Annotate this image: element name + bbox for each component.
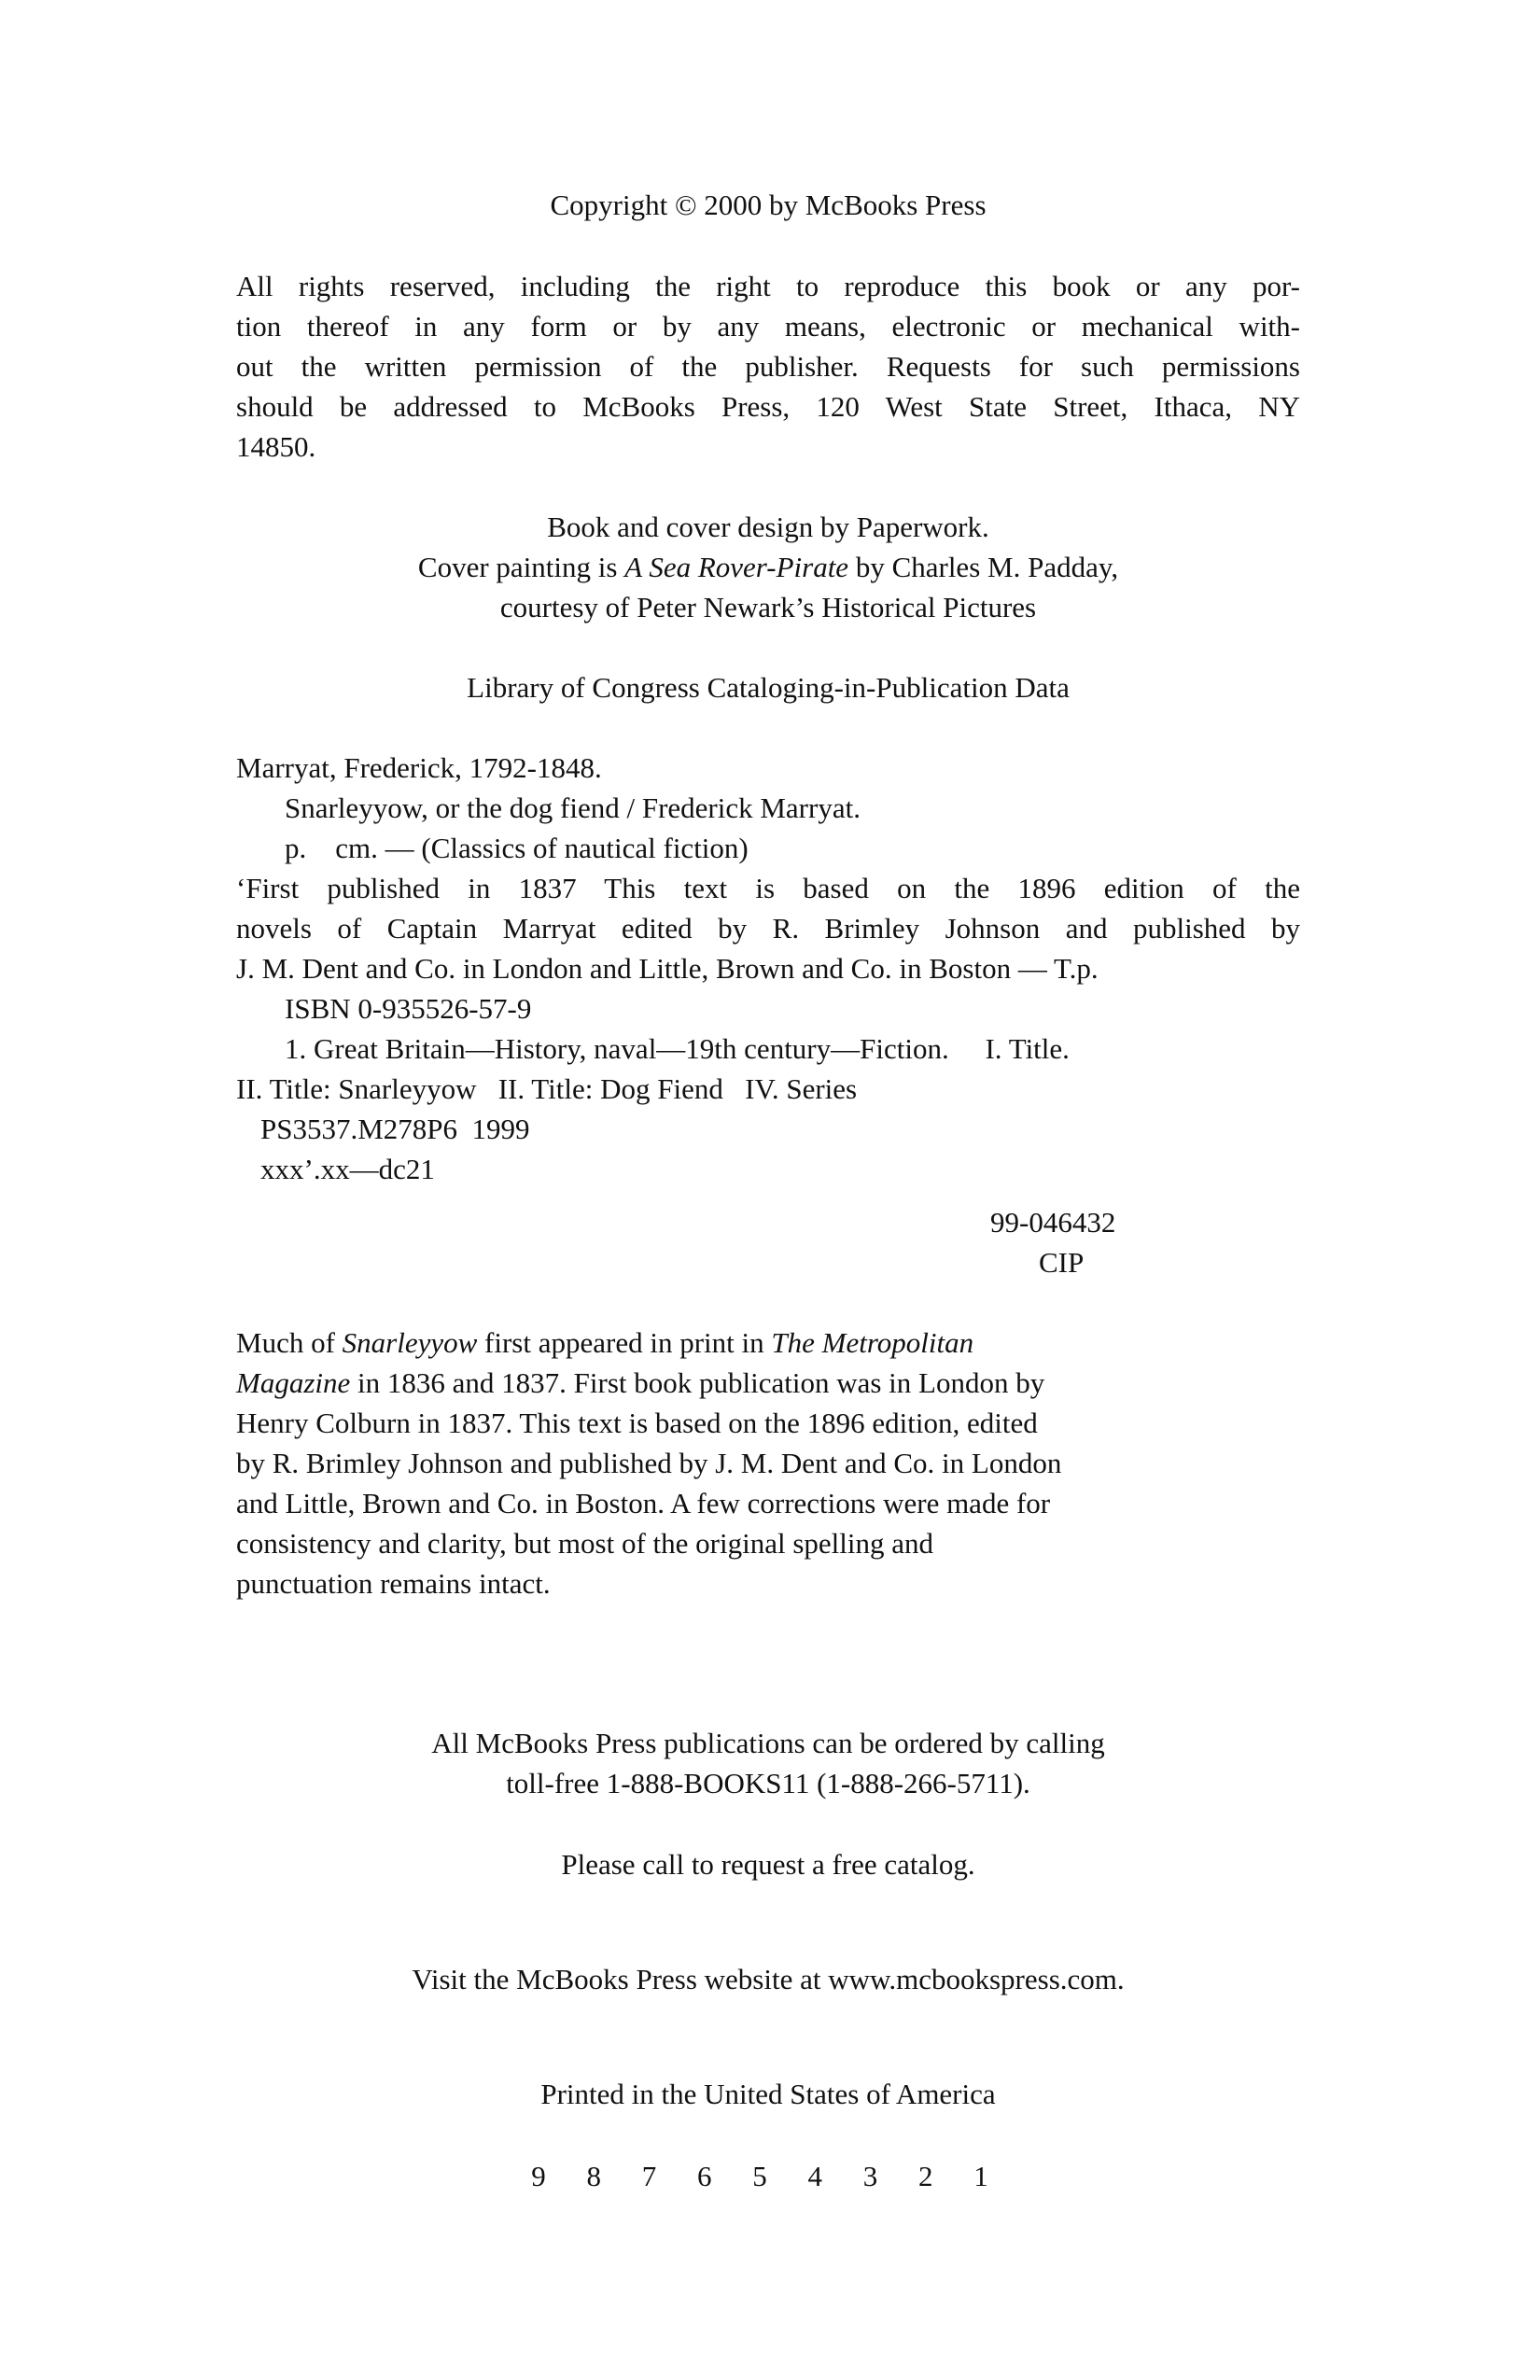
copyright-page	[236, 185, 1300, 2196]
cip-dewey: xxx’.xx—dc21	[260, 1153, 435, 1185]
loc-heading: Library of Congress Cataloging-in-Publication Data	[467, 671, 1070, 704]
design-line: Book and cover design by Paperwork.	[547, 511, 989, 543]
order-info	[236, 1723, 1300, 1803]
website-line: Visit the McBooks Press website at www.mcbookspress.com.	[412, 1963, 1125, 1995]
order-phone: toll-free 1-888-BOOKS11 (1-888-266-5711).	[506, 1767, 1030, 1799]
rights-line: out the written permission of the publisher. Requests for such permissions	[236, 350, 1300, 383]
history-line: consistency and clarity, but most of the original spelling and	[236, 1527, 933, 1560]
cip-note: novels of Captain Marryat edited by R. Brimley Johnson and published by	[236, 912, 1300, 945]
history-line: by R. Brimley Johnson and published by J. M. Dent and Co. in London	[236, 1447, 1062, 1479]
rights-paragraph	[236, 266, 1300, 467]
cip-physical: p. cm. — (Classics of nautical fiction)	[285, 832, 749, 864]
rights-line: should be addressed to McBooks Press, 120 West State Street, Ithaca, NY	[236, 390, 1300, 423]
history-line: and Little, Brown and Co. in Boston. A few corrections were made for	[236, 1487, 1051, 1519]
cip-lc-call: PS3537.M278P6 1999	[260, 1113, 530, 1145]
cover-painting-title: A Sea Rover-Pirate	[624, 551, 849, 583]
rights-line: tion thereof in any form or by any means, electronic or mechanical with-	[236, 310, 1300, 343]
history-paragraph	[236, 1323, 1300, 1603]
cip-note: J. M. Dent and Co. in London and Little, Brown and Co. in Boston — T.p.	[236, 952, 1099, 985]
history-line: Henry Colburn in 1837. This text is based on the 1896 edition, edited	[236, 1407, 1038, 1439]
copyright-line: Copyright © 2000 by McBooks Press	[550, 189, 987, 221]
rights-line: All rights reserved, including the right to reproduce this book or any por-	[236, 270, 1300, 302]
cip-block	[236, 748, 1300, 1282]
cip-isbn: ISBN 0-935526-57-9	[285, 992, 532, 1025]
cip-label: CIP	[1039, 1246, 1085, 1279]
cip-author: Marryat, Frederick, 1792-1848.	[236, 751, 602, 784]
history-text: first appeared in print in	[477, 1326, 772, 1359]
design-credits	[236, 507, 1300, 627]
order-line: All McBooks Press publications can be ordered by calling	[431, 1727, 1105, 1759]
cip-subjects: II. Title: Snarleyyow II. Title: Dog Fiend IV. Series	[236, 1072, 858, 1105]
printing-line: 9 8 7 6 5 4 3 2 1	[531, 2160, 1005, 2192]
cip-lccn: 99-046432	[990, 1206, 1116, 1239]
cip-note: ‘First published in 1837 This text is based on the 1896 edition of the	[236, 872, 1300, 904]
printed-line: Printed in the United States of America	[540, 2078, 996, 2110]
magazine-title: Magazine	[236, 1366, 351, 1399]
history-line	[236, 1323, 1300, 1363]
book-title: Snarleyyow	[342, 1326, 478, 1359]
cip-title: Snarleyyow, or the dog fiend / Frederick Marryat.	[285, 791, 861, 824]
catalog-line: Please call to request a free catalog.	[561, 1848, 975, 1881]
cover-painting-prefix: Cover painting is	[417, 551, 625, 583]
magazine-title: The Metropolitan	[771, 1326, 974, 1359]
cover-painting-line	[236, 547, 1300, 587]
rights-line: 14850.	[236, 430, 316, 463]
courtesy-line: courtesy of Peter Newark’s Historical Pictures	[499, 591, 1037, 623]
history-text: Much of	[236, 1326, 343, 1359]
cover-painting-artist: by Charles M. Padday,	[848, 551, 1119, 583]
history-line: punctuation remains intact.	[236, 1567, 551, 1600]
history-text: in 1836 and 1837. First book publication was in London by	[350, 1366, 1045, 1399]
cip-subjects: 1. Great Britain—History, naval—19th century—Fiction. I. Title.	[285, 1032, 1070, 1065]
history-line	[236, 1363, 1300, 1403]
